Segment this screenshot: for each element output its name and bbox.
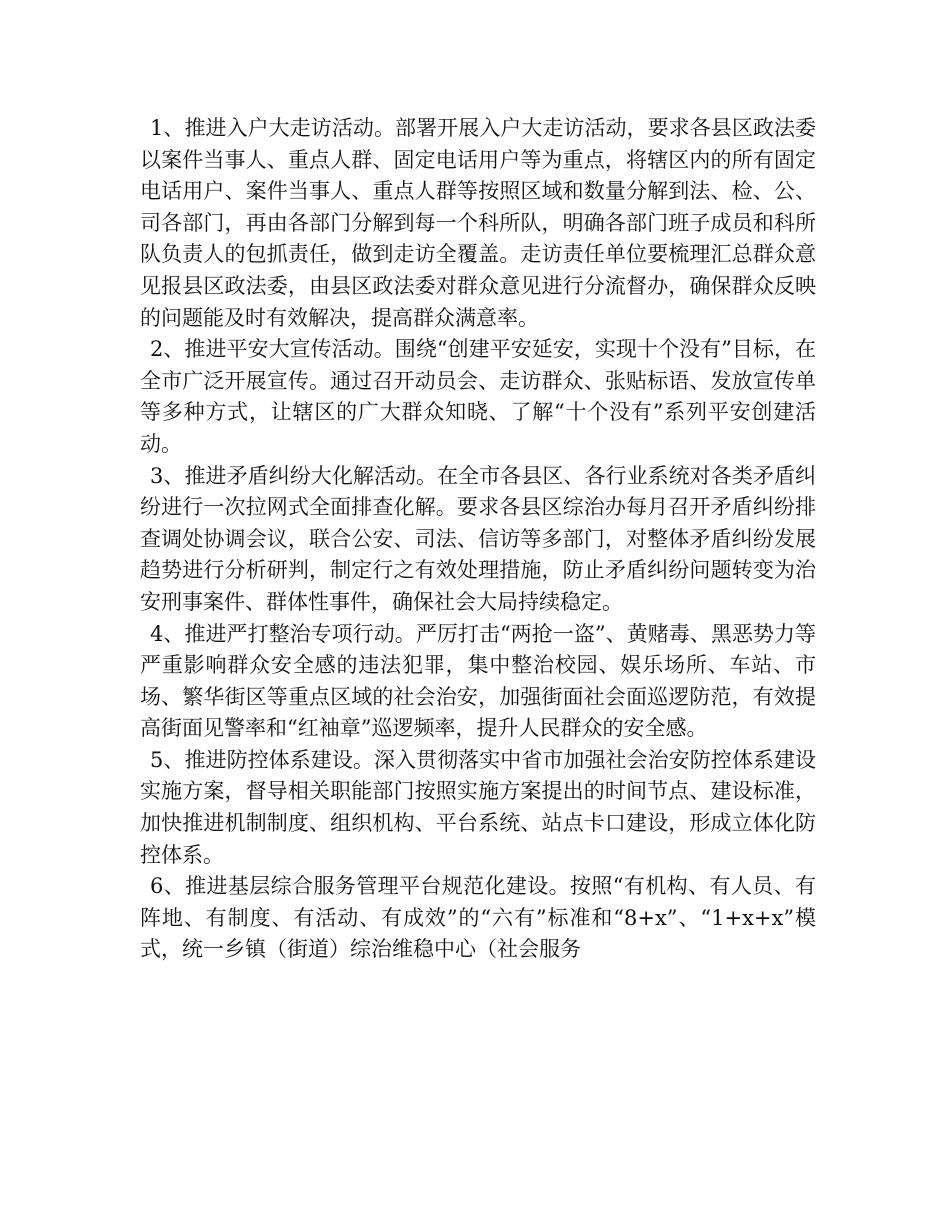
paragraph-2: 2、推进平安大宣传活动。围绕“创建平安延安，实现十个没有”目标，在全市广泛开展宣传。通过召开动员会、走访群众、张贴标语、发放宣传单等多种方式，让辖区的广大群众知晓、了解“十个没有”系列平安创建活动。 (140, 337, 816, 456)
paragraph-1: 1、推进入户大走访活动。部署开展入户大走访活动，要求各县区政法委以案件当事人、重点人群、固定电话用户等为重点，将辖区内的所有固定电话用户、案件当事人、重点人群等按照区域和数量分解到法、检、公、司各部门，再由各部门分解到每一个科所队，明确各部门班子成员和科所队负责人的包抓责任，做到走访全覆盖。走访责任单位要梳理汇总群众意见报县区政法委，由县区政法委对群众意见进行分流督办，确保群众反映的问题能及时有效解决，提高群众满意率。 (140, 116, 816, 330)
document-body (140, 113, 816, 966)
paragraph-4: 4、推进严打整治专项行动。严厉打击“两抢一盗”、黄赌毒、黑恶势力等严重影响群众安全感的违法犯罪，集中整治校园、娱乐场所、车站、市场、繁华街区等重点区域的社会治安，加强街面社会面巡逻防范，有效提高街面见警率和“红袖章”巡逻频率，提升人民群众的安全感。 (140, 621, 816, 741)
paragraph-3: 3、推进矛盾纠纷大化解活动。在全市各县区、各行业系统对各类矛盾纠纷进行一次拉网式全面排查化解。要求各县区综治办每月召开矛盾纠纷排查调处协调会议，联合公安、司法、信访等多部门，对整体矛盾纠纷发展趋势进行分析研判，制定行之有效处理措施，防止矛盾纠纷问题转变为治安刑事案件、群体性事件，确保社会大局持续稳定。 (140, 463, 816, 614)
paragraph-6: 6、推进基层综合服务管理平台规范化建设。按照“有机构、有人员、有阵地、有制度、有活动、有成效”的“六有”标准和“8+x”、“1+x+x”模式，统一乡镇（街道）综治维稳中心（社会服务 (140, 874, 816, 962)
paragraph-5: 5、推进防控体系建设。深入贯彻落实中省市加强社会治安防控体系建设实施方案，督导相关职能部门按照实施方案提出的时间节点、建设标准，加快推进机制制度、组织机构、平台系统、站点卡口建设，形成立体化防控体系。 (140, 747, 816, 867)
